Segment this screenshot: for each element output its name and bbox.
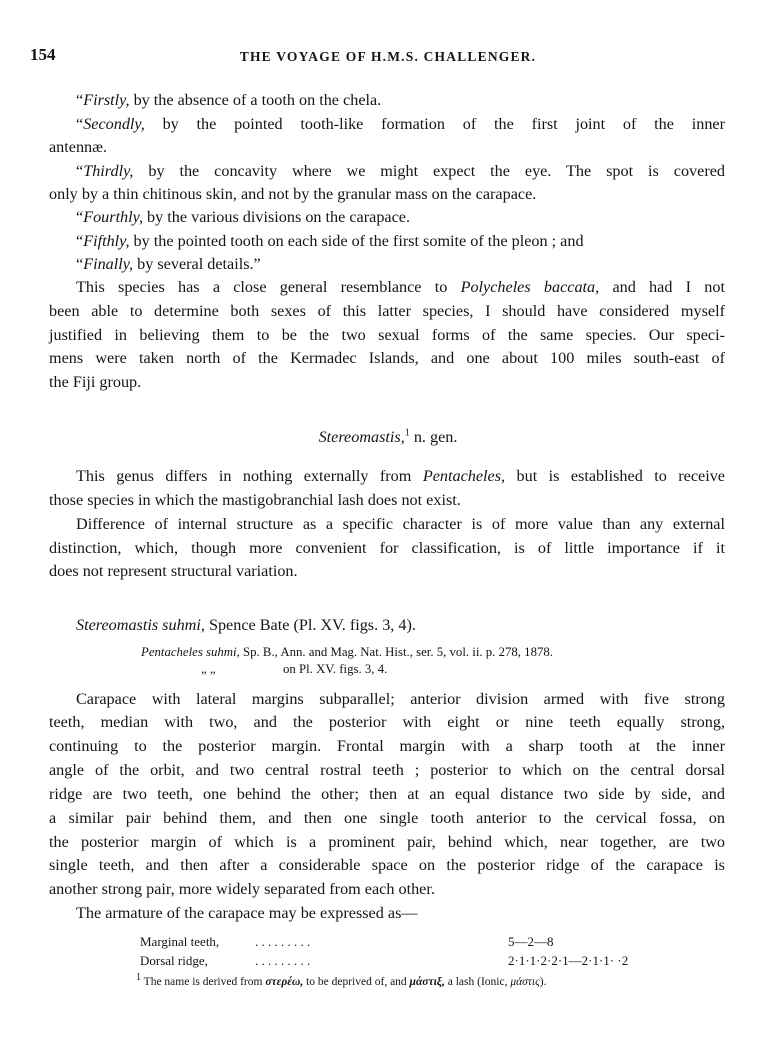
quote-line-6: “Fourthly, by the various divisions on the carapace. [76, 208, 411, 226]
armature-dots-dorsal: . . . . . . . . . [255, 953, 311, 968]
para2-line-2: those species in which the mastigobranchial lash does not exist. [49, 491, 461, 509]
genus-heading: Stereomastis,$^1$ n. gen. [318, 427, 458, 446]
running-title: THE VOYAGE OF H.M.S. CHALLENGER. [239, 49, 537, 64]
synonymy-ditto: „ „ [201, 662, 216, 676]
para4-line-7: the posterior margin of which is a prominent pair, behind which, near together, are two [49, 833, 725, 851]
para4-line-4: angle of the orbit, and two central rostral teeth ; posterior to which on the central dorsal [49, 761, 725, 779]
armature-dots-marginal: . . . . . . . . . [255, 934, 311, 949]
para3-line-1: Difference of internal structure as a specific character is of more value than any external [76, 515, 725, 533]
quote-line-5: only by a thin chitinous skin, and not by the granular mass on the carapace. [49, 185, 537, 203]
para4-line-8: single teeth, and then after a considerable space on the posterior ridge of the carapace is [49, 856, 725, 874]
para1-line-1: This species has a close general resemblance to Polycheles baccata, and had I not [76, 278, 725, 296]
para4-line-3: continuing to the posterior margin. Frontal margin with a sharp tooth at the inner [49, 737, 725, 755]
para3-line-2: distinction, which, though more convenient for classification, is of little importance if it [49, 539, 725, 557]
armature-value-dorsal: 2·1·1·2·2·1—2·1·1· ·2 [508, 953, 629, 968]
synonymy-line-2: on Pl. XV. figs. 3, 4. [283, 662, 388, 676]
para1-line-4: mens were taken north of the Kermadec Islands, and one about 100 miles south-east of [49, 349, 725, 367]
quote-line-2: “Secondly, by the pointed tooth-like formation of the first joint of the inner [76, 115, 725, 133]
quote-line-4: “Thirdly, by the concavity where we might expect the eye. The spot is covered [76, 162, 725, 180]
armature-label-marginal: Marginal teeth, [140, 934, 220, 949]
para2-line-1: This genus differs in nothing externally from Pentacheles, but is established to receive [76, 467, 725, 485]
armature-value-marginal: 5—2—8 [508, 934, 554, 949]
para1-line-3: justified in believing them to be the two sexual forms of the same species. Our speci- [49, 326, 725, 344]
para1-line-2: been able to determine both sexes of this latter species, I should have considered myself [49, 302, 725, 320]
para4-line-9: another strong pair, more widely separated from each other. [49, 880, 435, 898]
para4-line-1: Carapace with lateral margins subparallel; anterior division armed with five strong [76, 690, 725, 708]
species-heading: Stereomastis suhmi, Spence Bate (Pl. XV. figs. 3, 4). [76, 616, 416, 634]
footnote: $^1$ The name is derived from στερέω, to be deprived of, and μάστιξ, a lash (Ionic, μάστις). [136, 972, 547, 988]
para4-line-5: ridge are two teeth, one behind the other; then at an equal distance two side by side, and [49, 785, 725, 803]
quote-line-1: “Firstly, by the absence of a tooth on the chela. [76, 91, 382, 109]
page-number: 154 [30, 45, 56, 64]
para3-line-3: does not represent structural variation. [49, 562, 298, 580]
para4-line-6: a similar pair behind them, and then one single tooth anterior to the cervical fossa, on [49, 809, 725, 827]
armature-label-dorsal: Dorsal ridge, [140, 953, 208, 968]
synonymy-line-1: Pentacheles suhmi, Sp. B., Ann. and Mag. Nat. Hist., ser. 5, vol. ii. p. 278, 1878. [141, 645, 553, 659]
para1-line-5: the Fiji group. [49, 373, 142, 391]
quote-line-7: “Fifthly, by the pointed tooth on each side of the first somite of the pleon ; and [76, 232, 584, 250]
para4-line-2: teeth, median with two, and the posterior with eight or nine teeth equally strong, [49, 713, 725, 731]
para5-line-1: The armature of the carapace may be expressed as— [76, 904, 418, 922]
quote-line-3: antennæ. [49, 138, 107, 156]
quote-line-8: “Finally, by several details.” [76, 255, 261, 273]
